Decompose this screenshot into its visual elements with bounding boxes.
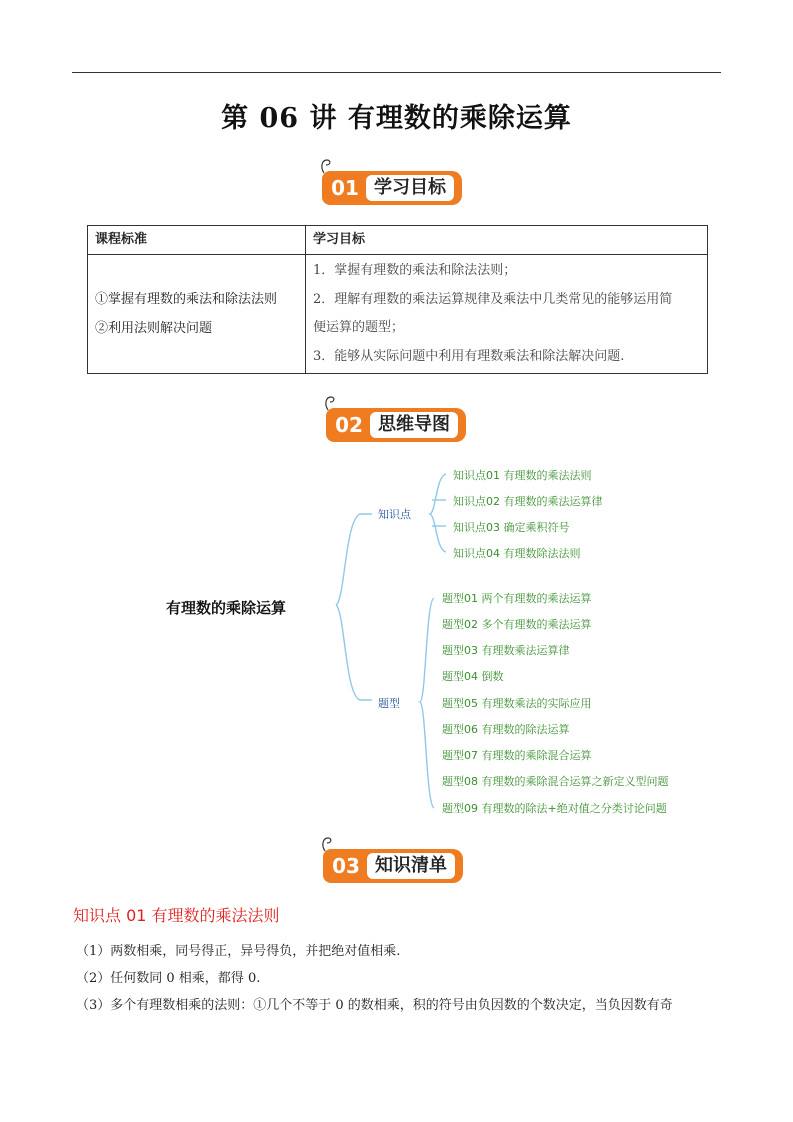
goal-item: 1．掌握有理数的乘法和除法法则； xyxy=(313,263,517,278)
mindmap-leaf: 题型08 有理数的乘除混合运算之新定义型问题 xyxy=(442,775,669,788)
mindmap-leaf: 题型01 两个有理数的乘法运算 xyxy=(442,592,592,605)
mindmap-leaf: 题型03 有理数乘法运算律 xyxy=(442,644,570,657)
mindmap-leaf: 知识点03 确定乘积符号 xyxy=(453,521,570,534)
knowledge-paragraph: （1）两数相乘，同号得正，异号得负，并把绝对值相乘. xyxy=(76,944,401,959)
section-number: 02 xyxy=(326,408,372,442)
mindmap-leaf: 题型02 多个有理数的乘法运算 xyxy=(442,618,592,631)
mindmap-leaf: 题型07 有理数的乘除混合运算 xyxy=(442,749,592,762)
mindmap-leaf: 题型06 有理数的除法运算 xyxy=(442,723,570,736)
goal-item: 便运算的题型； xyxy=(313,320,405,335)
mindmap-group: 题型 xyxy=(378,697,400,710)
mindmap-root: 有理数的乘除运算 xyxy=(166,599,287,617)
goal-item: 2．理解有理数的乘法运算规律及乘法中几类常见的能够运用简 xyxy=(313,291,673,307)
knowledge-paragraph: （2）任何数同 0 相乘，都得 0. xyxy=(76,971,261,986)
mindmap-group: 知识点 xyxy=(378,508,411,521)
goal-item: 3．能够从实际问题中利用有理数乘法和除法解决问题. xyxy=(313,348,625,364)
table-header: 学习目标 xyxy=(306,226,708,255)
section-label: 思维导图 xyxy=(370,412,458,438)
standard-item: ①掌握有理数的乘法和除法法则 xyxy=(95,292,278,307)
mindmap-leaf: 知识点04 有理数除法法则 xyxy=(453,547,581,560)
mindmap-leaf: 题型05 有理数乘法的实际应用 xyxy=(442,697,592,710)
mindmap-leaf: 知识点02 有理数的乘法运算律 xyxy=(453,495,603,508)
knowledge-paragraph: （3）多个有理数相乘的法则：①几个不等于 0 的数相乘，积的符号由负因数的个数决定，当负因数有奇 xyxy=(76,998,673,1013)
mindmap-leaf: 知识点01 有理数的乘法法则 xyxy=(453,469,592,482)
section-label: 知识清单 xyxy=(367,853,455,879)
mindmap-leaf: 题型09 有理数的除法+绝对值之分类讨论问题 xyxy=(442,802,667,815)
page-title: 第 06 讲 有理数的乘除运算 xyxy=(221,103,572,134)
section-label: 学习目标 xyxy=(366,175,454,201)
section-number: 03 xyxy=(323,849,369,883)
knowledge-heading: 知识点 01 有理数的乘法法则 xyxy=(73,906,280,925)
standard-item: ②利用法则解决问题 xyxy=(95,321,213,336)
section-number: 01 xyxy=(322,171,368,205)
table-header: 课程标准 xyxy=(88,226,306,255)
mindmap-leaf: 题型04 倒数 xyxy=(442,670,504,683)
section-badge-03 xyxy=(323,845,473,883)
